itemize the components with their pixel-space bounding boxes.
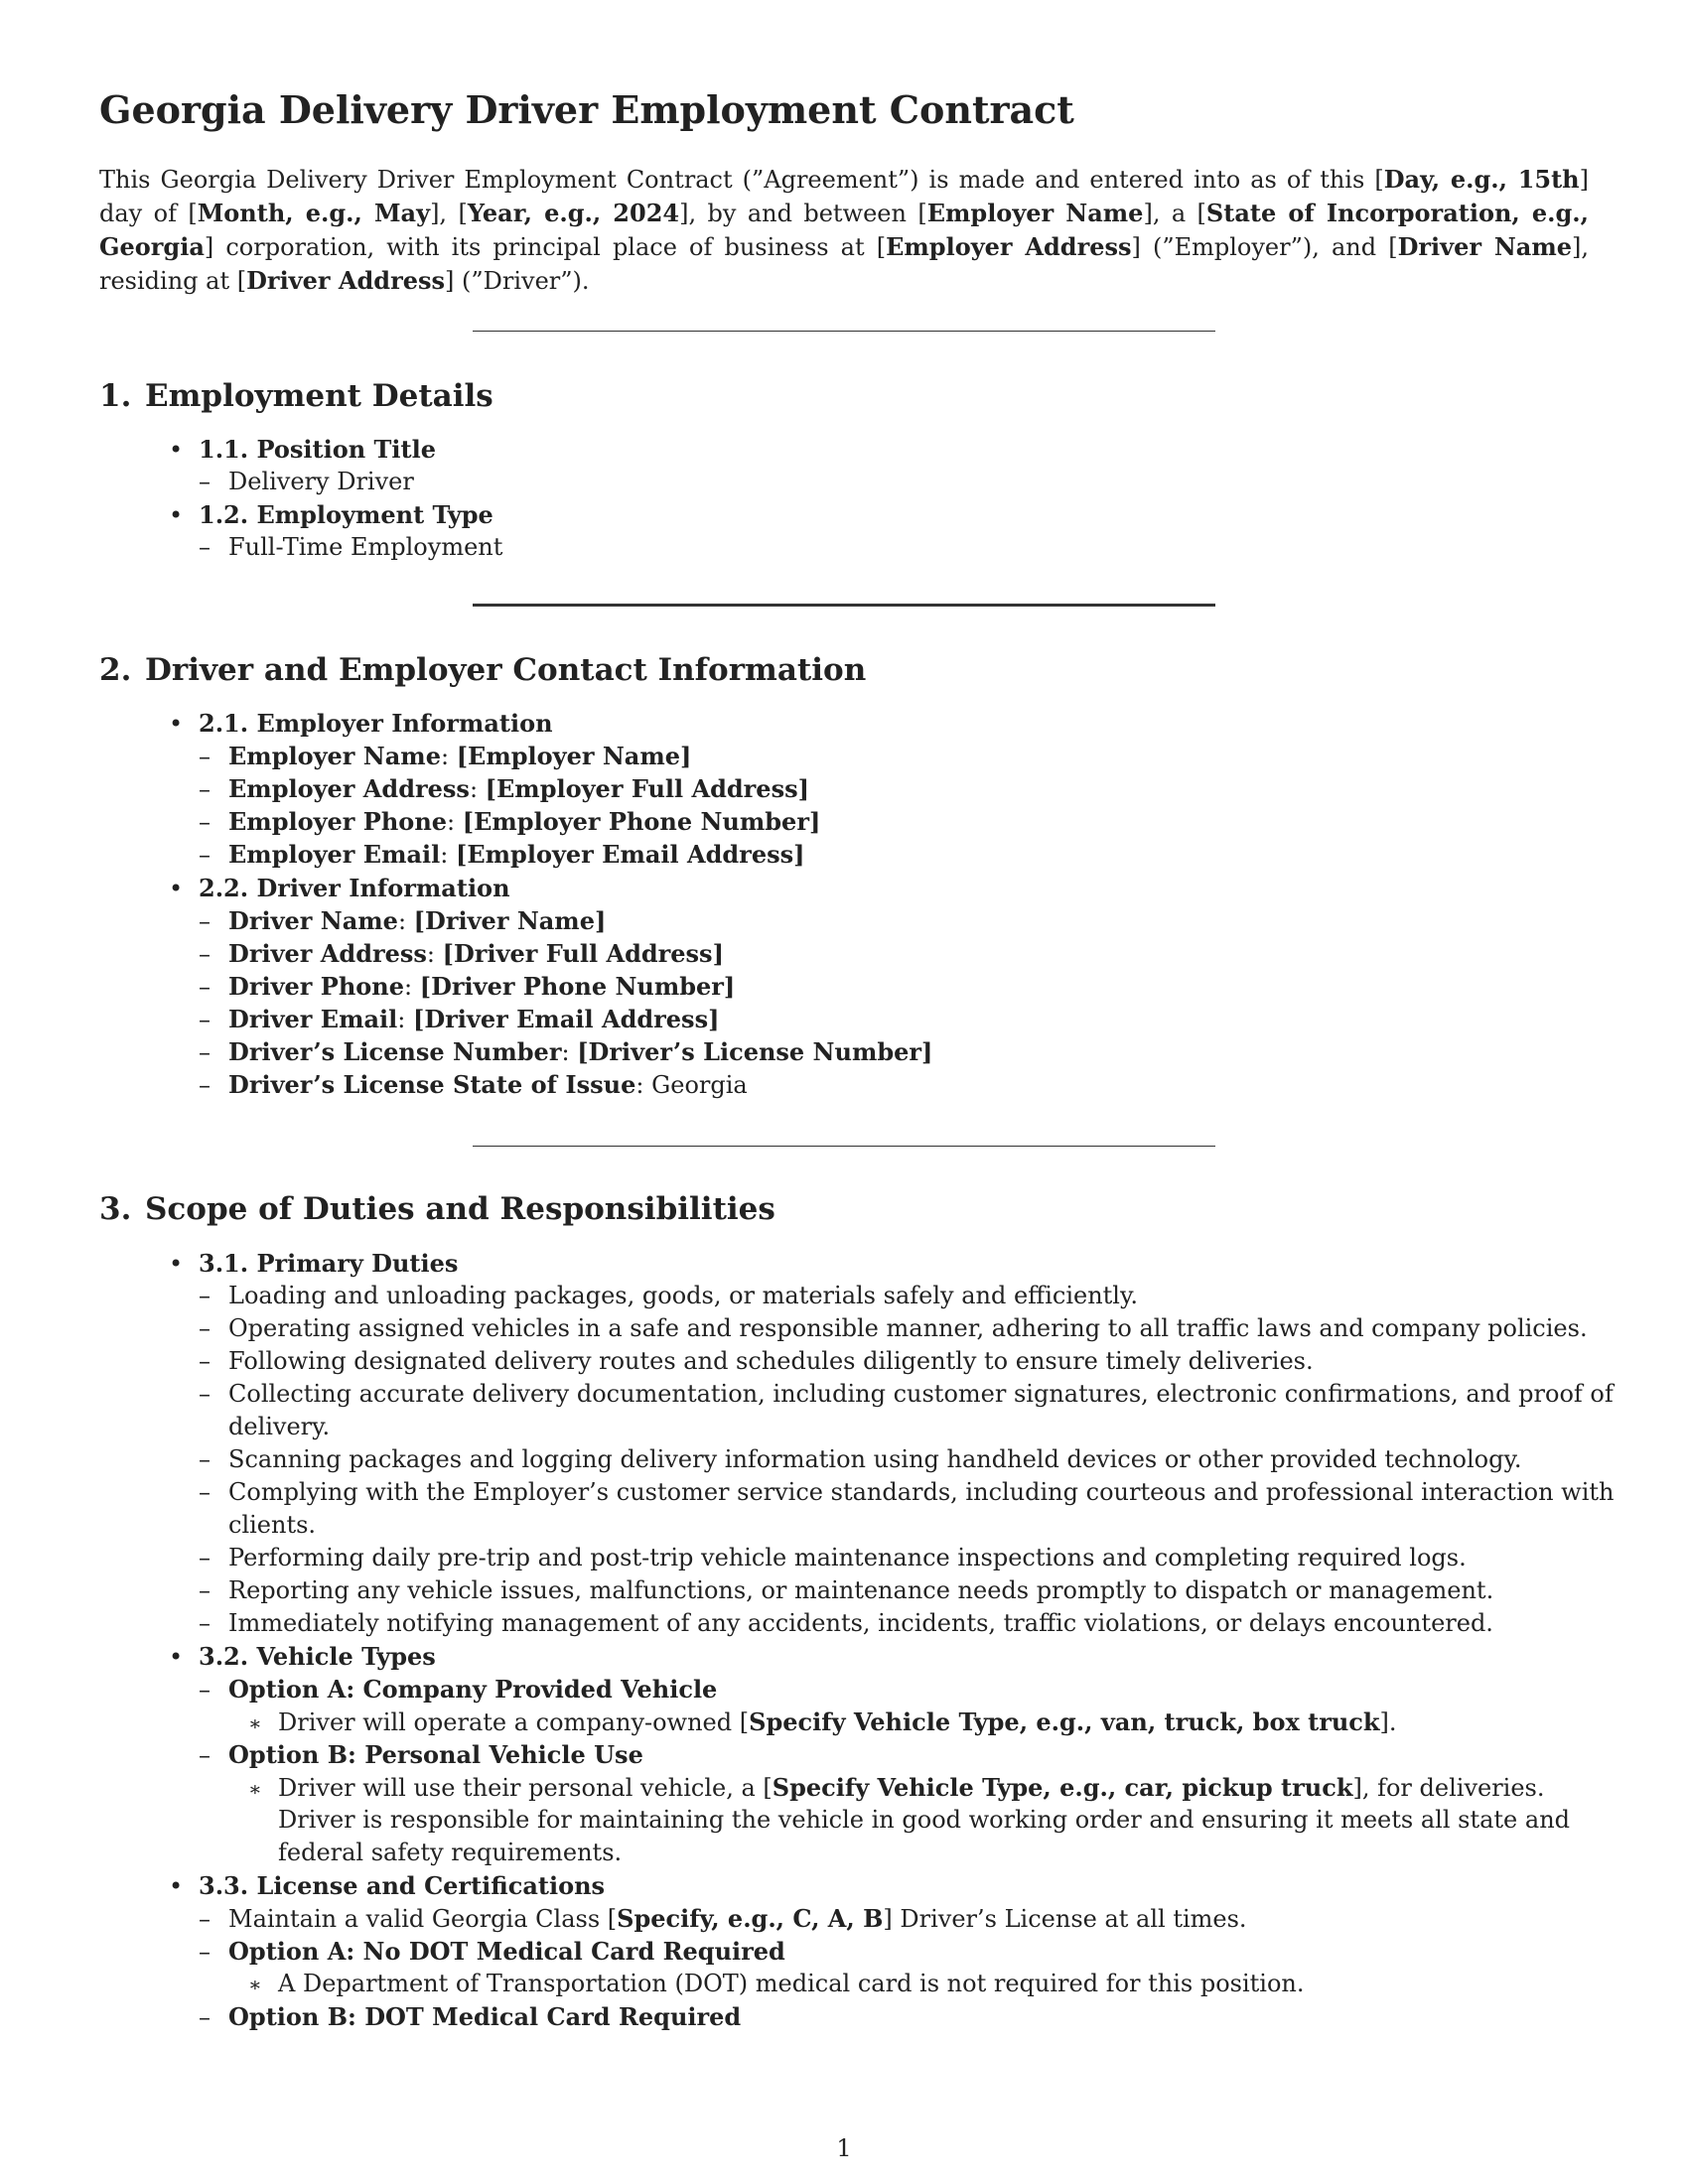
list-subitem: – Collecting accurate delivery documentation, including customer signatures, electronic confirmations, and proof of [199, 1380, 1614, 1408]
list-subitem-continuation: clients. [228, 1511, 317, 1539]
intro-state-placeholder: State of Incorporation, e.g., Georgia [99, 199, 1590, 261]
list-subitem: – Employer Name: [Employer Name] [199, 742, 692, 770]
list-item: • 1.1. Position Title [169, 435, 436, 464]
intro-text: ], residing at [ [99, 233, 1589, 295]
list-subitem: – Full-Time Employment [199, 533, 503, 561]
intro-text: ], a [ [1143, 200, 1206, 227]
list-subitem: – Complying with the Employer’s customer service standards, including courteous and professional interaction with [199, 1478, 1615, 1506]
list-subsubitem: ∗ Driver will use their personal vehicle, a [Specify Vehicle Type, e.g., car, pickup truck], for deliveries. [248, 1773, 1545, 1802]
intro-driver-name-placeholder: Driver Name [1397, 232, 1572, 261]
list-subitem: – Option B: DOT Medical Card Required [199, 2002, 742, 2031]
intro-paragraph [99, 163, 1589, 298]
list-subitem: – Employer Phone: [Employer Phone Number] [199, 807, 821, 836]
intro-text: This Georgia Delivery Driver Employment Contract (”Agreement”) is made and entered into as of this [ [99, 166, 1384, 194]
list-subitem: – Option B: Personal Vehicle Use [199, 1740, 643, 1769]
list-subsubitem-continuation: Driver is responsible for maintaining the vehicle in good working order and ensuring it meets all state and [278, 1806, 1571, 1834]
intro-year-placeholder: Year, e.g., 2024 [467, 199, 680, 227]
list-subitem: – Reporting any vehicle issues, malfunctions, or maintenance needs promptly to dispatch or management. [199, 1576, 1494, 1604]
intro-day-placeholder: Day, e.g., 15th [1383, 165, 1580, 194]
section-2-heading: 2. Driver and Employer Contact Information [99, 652, 867, 688]
intro-driver-address-placeholder: Driver Address [246, 266, 446, 295]
list-subitem: – Driver’s License State of Issue: Georgia [199, 1070, 748, 1099]
section-3-heading: 3. Scope of Duties and Responsibilities [99, 1191, 775, 1227]
intro-text: ] day of [ [99, 166, 1589, 227]
document-title: Georgia Delivery Driver Employment Contract [99, 87, 1074, 132]
list-subitem: – Operating assigned vehicles in a safe and responsible manner, adhering to all traffic laws and company policies. [199, 1314, 1588, 1342]
list-subitem: – Driver’s License Number: [Driver’s License Number] [199, 1037, 933, 1066]
intro-text: ] (”Employer”), and [ [1131, 233, 1398, 261]
list-subitem: – Driver Email: [Driver Email Address] [199, 1005, 720, 1033]
list-subitem: – Option A: Company Provided Vehicle [199, 1675, 718, 1704]
list-subitem: – Following designated delivery routes and schedules diligently to ensure timely deliveries. [199, 1347, 1314, 1375]
list-item: • 3.2. Vehicle Types [169, 1642, 436, 1671]
list-subsubitem: ∗ A Department of Transportation (DOT) medical card is not required for this position. [248, 1970, 1305, 1997]
intro-text: ], [ [430, 200, 468, 227]
list-item: • 1.2. Employment Type [169, 500, 493, 529]
intro-employer-name-placeholder: Employer Name [926, 199, 1144, 227]
list-subsubitem-continuation: federal safety requirements. [278, 1839, 623, 1866]
list-subitem: – Employer Email: [Employer Email Address] [199, 840, 805, 869]
list-subitem: – Driver Address: [Driver Full Address] [199, 939, 724, 968]
list-subitem: – Driver Name: [Driver Name] [199, 906, 607, 935]
intro-month-placeholder: Month, e.g., May [197, 199, 431, 227]
list-item: • 3.3. License and Certifications [169, 1871, 606, 1900]
list-subitem: – Maintain a valid Georgia Class [Specify, e.g., C, A, B] Driver’s License at all times. [199, 1904, 1247, 1933]
section-divider [473, 1146, 1215, 1147]
intro-employer-address-placeholder: Employer Address [886, 232, 1132, 261]
list-item: • 2.1. Employer Information [169, 709, 553, 738]
page-number: 1 [836, 2134, 852, 2162]
intro-text: ], by and between [ [679, 200, 927, 227]
list-subitem: – Employer Address: [Employer Full Address] [199, 774, 809, 803]
list-subitem: – Driver Phone: [Driver Phone Number] [199, 972, 736, 1001]
list-item: • 3.1. Primary Duties [169, 1249, 459, 1278]
section-divider [473, 331, 1215, 332]
list-subitem: – Option A: No DOT Medical Card Required [199, 1937, 785, 1966]
list-subitem: – Scanning packages and logging delivery information using handheld devices or other provided technology. [199, 1445, 1522, 1473]
list-item: • 2.2. Driver Information [169, 874, 510, 902]
section-divider [473, 604, 1215, 607]
intro-text: ] (”Driver”). [445, 267, 590, 295]
list-subitem: – Performing daily pre-trip and post-trip vehicle maintenance inspections and completing required logs. [199, 1544, 1467, 1571]
section-1-heading: 1. Employment Details [99, 378, 493, 414]
list-subitem: – Loading and unloading packages, goods, or materials safely and efficiently. [199, 1282, 1138, 1309]
list-subitem: – Delivery Driver [199, 468, 414, 495]
list-subitem-continuation: delivery. [228, 1413, 331, 1440]
list-subitem: – Immediately notifying management of any accidents, incidents, traffic violations, or delays encountered. [199, 1609, 1493, 1637]
intro-text: ] corporation, with its principal place of business at [ [204, 233, 887, 261]
list-subsubitem: ∗ Driver will operate a company-owned [Specify Vehicle Type, e.g., van, truck, box truck]. [248, 1707, 1397, 1736]
